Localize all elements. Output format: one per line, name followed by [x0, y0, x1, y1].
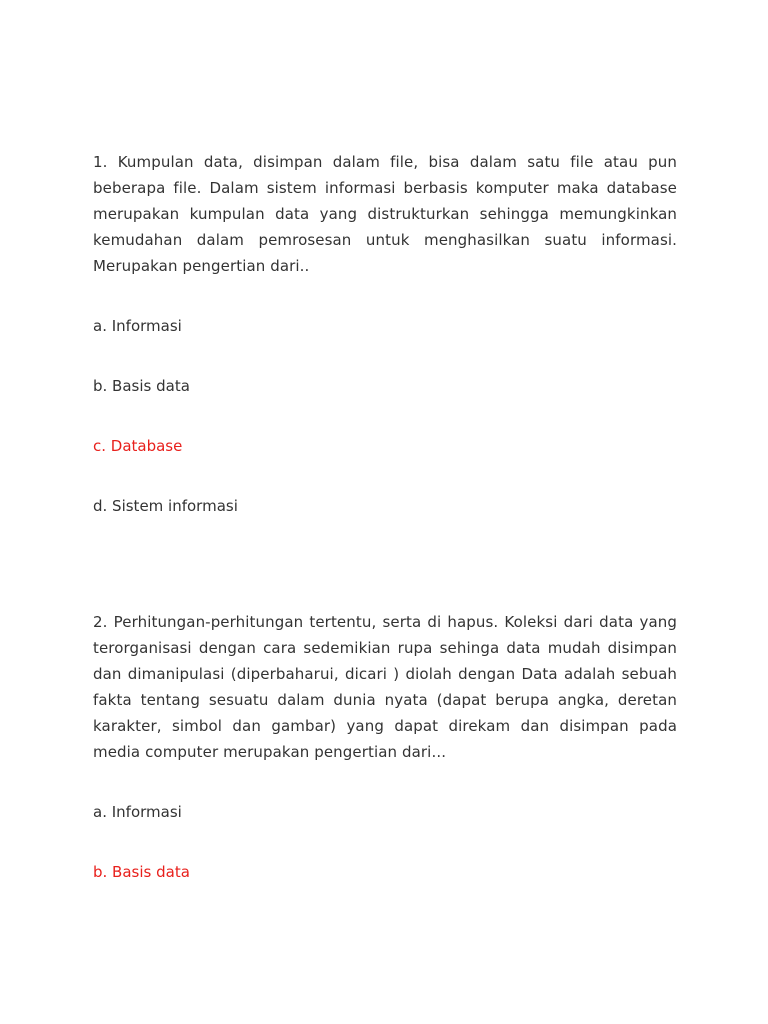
question-2-option-b-answer: b. Basis data	[93, 863, 190, 881]
question-1-text: 1. Kumpulan data, disimpan dalam file, bisa dalam satu file atau pun beberapa file. Dalam sistem informasi berbasis komputer maka database merupakan kumpulan data yang distrukturkan sehingga memungkinkan kemudahan dalam pemrosesan untuk menghasilkan suatu informasi. Merupakan pengertian dari..	[93, 153, 677, 275]
question-1-option-b: b. Basis data	[93, 377, 190, 395]
question-2-text: 2. Perhitungan-perhitungan tertentu, serta di hapus. Koleksi dari data yang terorganisasi dengan cara sedemikian rupa sehinga data mudah disimpan dan dimanipulasi (diperbaharui, dicari ) diolah dengan Data adalah sebuah fakta tentang sesuatu dalam dunia nyata (dapat berupa angka, deretan karakter, simbol dan gambar) yang dapat direkam dan disimpan pada media computer merupakan pengertian dari...	[93, 613, 677, 761]
question-1-option-c-answer: c. Database	[93, 437, 183, 455]
question-2-option-a: a. Informasi	[93, 803, 182, 821]
question-1-option-d: d. Sistem informasi	[93, 497, 238, 515]
document-page	[93, 149, 677, 885]
question-1-option-a: a. Informasi	[93, 317, 182, 335]
